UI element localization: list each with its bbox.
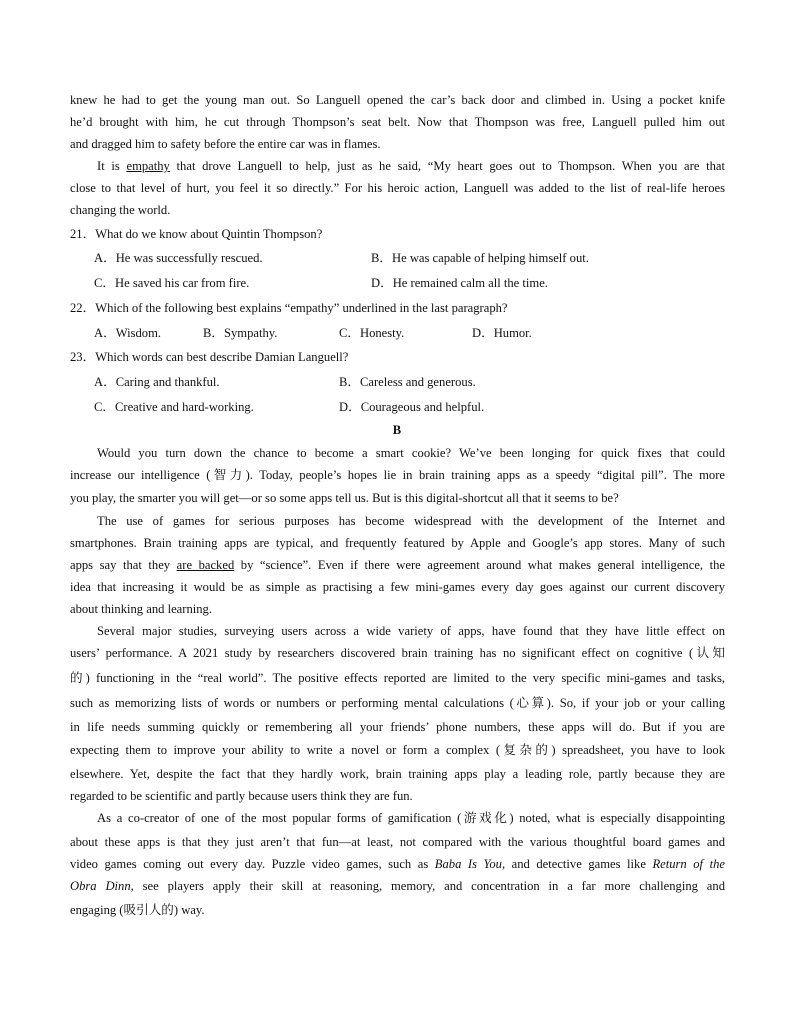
passage-b-line: apps say that they are backed by “science”. Even if there were agreement around what makes general intelligence, the — [70, 558, 725, 572]
passage-b-line: increase our intelligence (智力). Today, people’s hopes lie in brain training apps as a speedy “digital pill”. The more — [70, 468, 725, 482]
passage-b-line: expecting them to improve your ability to write a novel or form a complex (复杂的) spreadsheet, you have to look — [70, 743, 725, 757]
passage-b-line: Would you turn down the chance to become a smart cookie? We’ve been longing for quick fixes that could — [97, 446, 725, 460]
passage-b-line: about thinking and learning. — [70, 602, 212, 616]
answer-option[interactable]: D．Humor. — [472, 326, 532, 340]
answer-option[interactable]: D．Courageous and helpful. — [339, 400, 485, 414]
passage-b-line: about these apps is that they just aren’t that fun—at least, not compared with the various thoughtful board games and — [70, 835, 725, 849]
answer-option[interactable]: C．Creative and hard-working. — [94, 400, 254, 414]
passage-b-line: regarded to be scientific and partly because users think they are fun. — [70, 789, 413, 803]
answer-option[interactable]: A．Wisdom. — [94, 326, 162, 340]
game-title: Baba Is You, — [434, 857, 506, 871]
are-backed-underlined-phrase: are backed — [176, 558, 235, 572]
passage-a-line: changing the world. — [70, 203, 171, 217]
passage-b-line: smartphones. Brain training apps are typical, and frequently featured by Apple and Google’s app stores. Many of such — [70, 536, 725, 550]
section-heading: B — [392, 423, 402, 437]
question-stem: 23．Which words can best describe Damian Languell? — [70, 350, 349, 364]
passage-b-line: in life needs summing quickly or remembering all your friends’ phone numbers, these apps will do. But if you are — [70, 720, 725, 734]
passage-a-line: close to that level of hurt, you feel it so directly.” For his heroic action, Languell was added to the list of real-life heroes — [70, 181, 725, 195]
passage-b-line: video games coming out every day. Puzzle video games, such as Baba Is You, and detective games like Return of the — [70, 857, 725, 871]
passage-a-line: It is empathy that drove Languell to help, just as he said, “My heart goes out to Thompson. When you are that — [97, 159, 725, 173]
empathy-underlined-word: empathy — [126, 159, 170, 173]
answer-option[interactable]: B．He was capable of helping himself out. — [371, 251, 589, 265]
answer-option[interactable]: A．Caring and thankful. — [94, 375, 220, 389]
answer-option[interactable]: B．Careless and generous. — [339, 375, 476, 389]
passage-a-line: he’d brought with him, he cut through Thompson’s seat belt. Now that Thompson was free, Languell pulled him out — [70, 115, 725, 129]
passage-b-line: users’ performance. A 2021 study by researchers discovered brain training has no significant effect on cognitive (认知 — [70, 646, 725, 660]
answer-option[interactable]: B．Sympathy. — [203, 326, 278, 340]
passage-b-line: idea that increasing it would be as simple as practising a few mini-games every day goes against our current discovery — [70, 580, 725, 594]
answer-option[interactable]: C．He saved his car from fire. — [94, 276, 250, 290]
game-title: Obra Dinn — [70, 879, 131, 893]
passage-b-line: elsewhere. Yet, despite the fact that they hardly work, brain training apps play a leading role, partly because they are — [70, 767, 725, 781]
passage-b-line: As a co-creator of one of the most popular forms of gamification (游戏化) noted, what is especially disappointing — [97, 811, 725, 825]
passage-a-line: and dragged him to safety before the entire car was in flames. — [70, 137, 381, 151]
question-stem: 21．What do we know about Quintin Thompson? — [70, 227, 323, 241]
passage-b-line: Several major studies, surveying users across a wide variety of apps, have found that they have little effect on — [97, 624, 725, 638]
passage-b-line: The use of games for serious purposes has become widespread with the development of the Internet and — [97, 514, 725, 528]
passage-b-line: you play, the smarter you will get—or so some apps tell us. But is this digital-shortcut all that it seems to be? — [70, 491, 619, 505]
passage-b-line: 的) functioning in the “real world”. The positive effects reported are limited to the very specific mini-games and tasks, — [70, 671, 725, 685]
passage-b-line: engaging (吸引人的) way. — [70, 903, 205, 917]
passage-b-line: such as memorizing lists of words or numbers or performing mental calculations (心算). So, if your job or your calling — [70, 696, 725, 710]
answer-option[interactable]: D．He remained calm all the time. — [371, 276, 548, 290]
game-title: Return of the — [652, 857, 725, 871]
answer-option[interactable]: A．He was successfully rescued. — [94, 251, 263, 265]
answer-option[interactable]: C．Honesty. — [339, 326, 405, 340]
passage-a-line: knew he had to get the young man out. So Languell opened the car’s back door and climbed in. Using a pocket knife — [70, 93, 725, 107]
passage-b-line: Obra Dinn, see players apply their skill at reasoning, memory, and concentration in a far more challenging and — [70, 879, 725, 893]
question-stem: 22．Which of the following best explains “empathy” underlined in the last paragraph? — [70, 301, 508, 315]
